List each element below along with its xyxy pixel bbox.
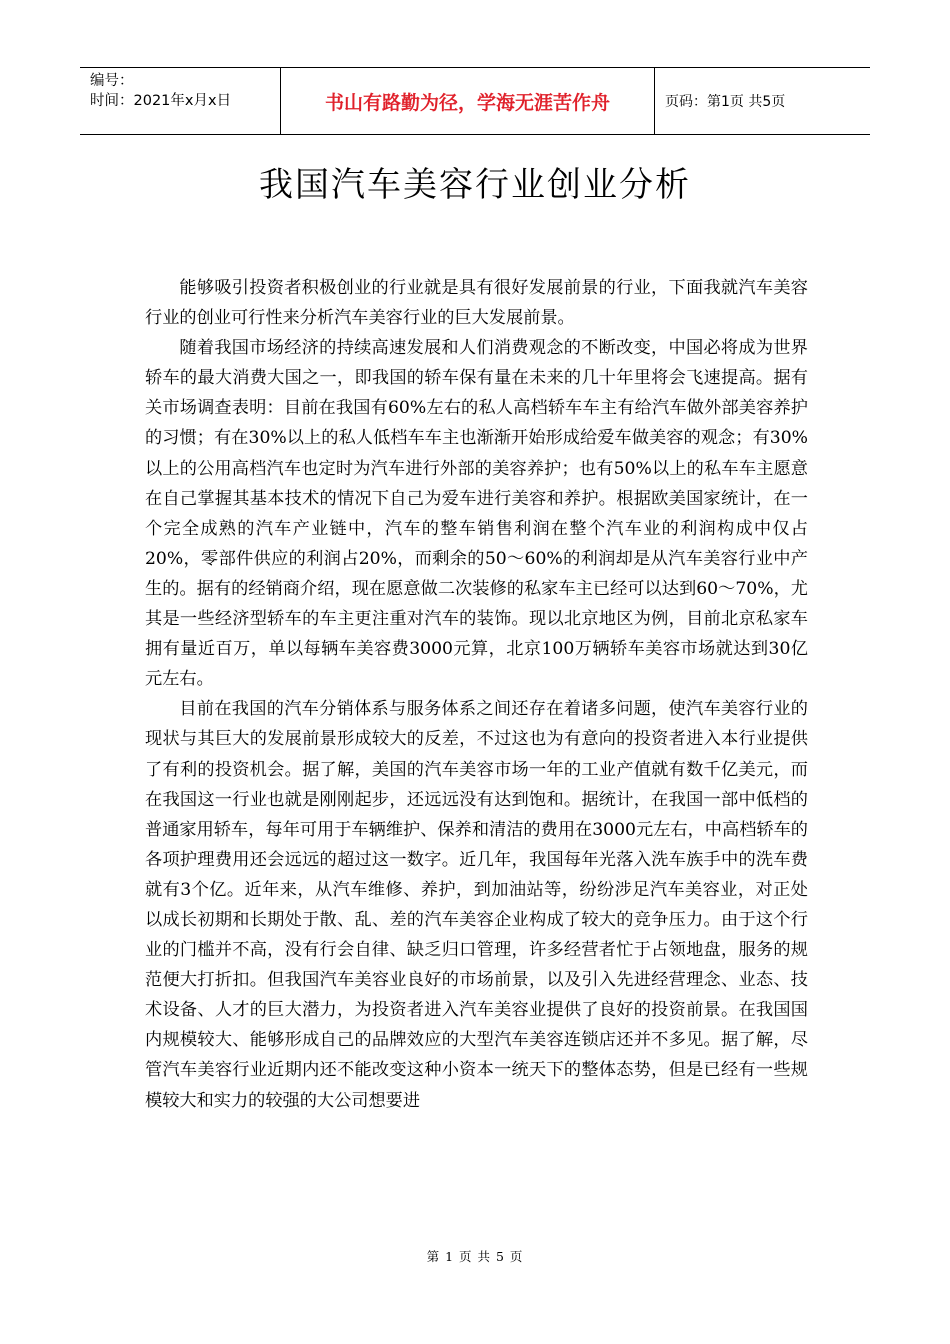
document-date-label: 时间：2021年x月x日	[90, 93, 232, 109]
header-page-number: 页码：第1页 共5页	[665, 94, 786, 110]
document-title: 我国汽车美容行业创业分析	[259, 165, 691, 205]
paragraph: 能够吸引投资者积极创业的行业就是具有很好发展前景的行业，下面我就汽车美容行业的创业可行性来分析汽车美容行业的巨大发展前景。	[145, 278, 808, 329]
document-number-label: 编号：	[90, 73, 134, 89]
header-table	[80, 67, 870, 135]
paragraph: 随着我国市场经济的持续高速发展和人们消费观念的不断改变，中国必将成为世界轿车的最大消费大国之一，即我国的轿车保有量在未来的几十年里将会飞速提高。据有关市场调查表明：目前在我国有60%左右的私人高档轿车车主有给汽车做外部美容养护的习惯；有在30%以上的私人低档车车主也渐渐开始形成给爱车做美容的观念；有30%以上的公用高档汽车也定时为汽车进行外部的美容养护；也有50%以上的私车车主愿意在自己掌握其基本技术的情况下自己为爱车进行美容和养护。根据欧美国家统计，在一个完全成熟的汽车产业链中，汽车的整车销售利润在整个汽车业的利润构成中仅占20%，零部件供应的利润占20%，而剩余的50～60%的利润却是从汽车美容行业中产生的。据有的经销商介绍，现在愿意做二次装修的私家车主已经可以达到60～70%，尤其是一些经济型轿车的车主更注重对汽车的装饰。现以北京地区为例，目前北京私家车拥有量近百万，单以每辆车美容费3000元算，北京100万辆轿车美容市场就达到30亿元左右。	[145, 338, 808, 690]
paragraph: 目前在我国的汽车分销体系与服务体系之间还存在着诸多问题，使汽车美容行业的现状与其巨大的发展前景形成较大的反差，不过这也为有意向的投资者进入本行业提供了有利的投资机会。据了解，美国的汽车美容市场一年的工业产值就有数千亿美元，而在我国这一行业也就是刚刚起步，还远远没有达到饱和。据统计，在我国一部中低档的普通家用轿车，每年可用于车辆维护、保养和清洁的费用在3000元左右，中高档轿车的各项护理费用还会远远的超过这一数字。近几年，我国每年光落入洗车族手中的洗车费就有3个亿。近年来，从汽车维修、养护，到加油站等，纷纷涉足汽车美容业，对正处以成长初期和长期处于散、乱、差的汽车美容企业构成了较大的竞争压力。由于这个行业的门槛并不高，没有行会自律、缺乏归口管理，许多经营者忙于占领地盘，服务的规范便大打折扣。但我国汽车美容业良好的市场前景，以及引入先进经营理念、业态、技术设备、人才的巨大潜力，为投资者进入汽车美容业提供了良好的投资前景。在我国国内规模较大、能够形成自己的品牌效应的大型汽车美容连锁店还并不多见。据了解，尽管汽车美容行业近期内还不能改变这种小资本一统天下的整体态势，但是已经有一些规模较大和实力的较强的大公司想要进	[145, 699, 808, 1111]
motto-text: 书山有路勤为径，学海无涯苦作舟	[324, 91, 610, 114]
header-page-cell	[655, 68, 870, 134]
header-motto-cell	[281, 68, 655, 134]
document-body	[145, 273, 808, 1116]
page-footer: 第 1 页 共 5 页	[426, 1249, 524, 1264]
header-info-cell	[80, 68, 281, 134]
